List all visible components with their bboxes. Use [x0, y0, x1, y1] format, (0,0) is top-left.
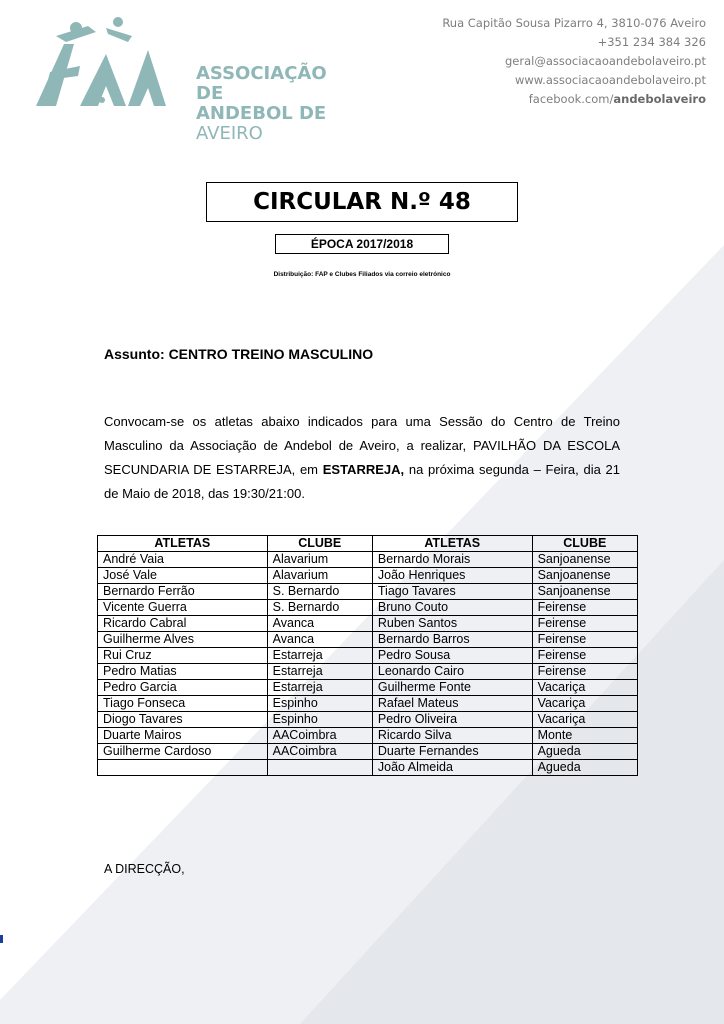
athlete-cell: Duarte Mairos [98, 728, 268, 744]
contact-block [442, 14, 706, 109]
subject-line [104, 346, 373, 362]
header-club-2: CLUBE [532, 536, 637, 552]
contact-phone: +351 234 384 326 [597, 35, 706, 49]
athlete-cell: Ricardo Cabral [98, 616, 268, 632]
facebook-prefix: facebook.com/ [528, 92, 614, 106]
facebook-handle: andebolaveiro [613, 92, 706, 106]
athlete-cell: Bernardo Ferrão [98, 584, 268, 600]
club-cell: Feirense [532, 632, 637, 648]
body-location: ESTARREJA, [322, 462, 405, 477]
athlete-cell: Rui Cruz [98, 648, 268, 664]
athlete-cell: André Vaia [98, 552, 268, 568]
distribution-note: Distribuição: FAP e Clubes Filiados via correio eletrónico [273, 271, 451, 278]
table-row [98, 680, 638, 696]
page-edge-mark [0, 935, 3, 943]
table-row [98, 584, 638, 600]
club-cell: Alavarium [267, 552, 372, 568]
club-cell: Vacariça [532, 696, 637, 712]
club-cell: Estarreja [267, 648, 372, 664]
club-cell: AACoimbra [267, 728, 372, 744]
club-cell: Agueda [532, 744, 637, 760]
table-row [98, 552, 638, 568]
header-athletes-1: ATLETAS [98, 536, 268, 552]
table-header-row [98, 536, 638, 552]
logo-wordmark [196, 64, 327, 144]
club-cell: Espinho [267, 696, 372, 712]
athlete-cell: Ricardo Silva [372, 728, 532, 744]
athlete-cell: Diogo Tavares [98, 712, 268, 728]
contact-facebook[interactable] [442, 90, 706, 109]
athlete-cell: Guilherme Cardoso [98, 744, 268, 760]
club-cell: Avanca [267, 632, 372, 648]
club-cell: Avanca [267, 616, 372, 632]
club-cell: Feirense [532, 600, 637, 616]
table-row [98, 712, 638, 728]
athlete-cell: Ruben Santos [372, 616, 532, 632]
club-cell: Espinho [267, 712, 372, 728]
athlete-cell: José Vale [98, 568, 268, 584]
athlete-cell: Bernardo Barros [372, 632, 532, 648]
table-row [98, 728, 638, 744]
club-cell: Alavarium [267, 568, 372, 584]
club-cell: Feirense [532, 648, 637, 664]
athlete-cell: Vicente Guerra [98, 600, 268, 616]
athlete-cell: João Henriques [372, 568, 532, 584]
logo-line-1: ASSOCIAÇÃO DE [196, 63, 327, 104]
athlete-cell: Pedro Sousa [372, 648, 532, 664]
athlete-cell: Pedro Oliveira [372, 712, 532, 728]
header-club-1: CLUBE [267, 536, 372, 552]
athlete-cell: Tiago Fonseca [98, 696, 268, 712]
logo-line-2: ANDEBOL DE [196, 103, 327, 124]
table-row [98, 568, 638, 584]
body-paragraph [104, 410, 620, 506]
table-row [98, 696, 638, 712]
club-cell: Feirense [532, 616, 637, 632]
body-text-2: na próxima segunda – Feira, dia 21 de Maio de 2018, das 19:30/21:00. [104, 462, 620, 501]
athlete-cell: Pedro Garcia [98, 680, 268, 696]
club-cell: Estarreja [267, 664, 372, 680]
table-row [98, 760, 638, 776]
athlete-cell: Bernardo Morais [372, 552, 532, 568]
athlete-cell: Guilherme Alves [98, 632, 268, 648]
circular-title: CIRCULAR N.º 48 [206, 182, 518, 222]
athlete-cell: Leonardo Cairo [372, 664, 532, 680]
club-cell [267, 760, 372, 776]
body-text-1: Convocam-se os atletas abaixo indicados para uma Sessão do Centro de Treino Masculino da Associação de Andebol de Aveiro, a realizar, PAVILHÃO DA ESCOLA SECUNDARIA DE ESTARREJA, em [104, 414, 620, 477]
contact-website[interactable]: www.associacaoandebolaveiro.pt [515, 73, 706, 87]
subject-label: Assunto [104, 346, 160, 362]
table-row [98, 632, 638, 648]
contact-email[interactable]: geral@associacaoandebolaveiro.pt [504, 54, 706, 68]
athletes-table [97, 535, 638, 776]
subject-colon: : [160, 346, 169, 362]
logo-mark [36, 14, 166, 114]
athlete-cell: João Almeida [372, 760, 532, 776]
club-cell: Vacariça [532, 712, 637, 728]
athlete-cell: Pedro Matias [98, 664, 268, 680]
header-athletes-2: ATLETAS [372, 536, 532, 552]
club-cell: S. Bernardo [267, 584, 372, 600]
club-cell: Vacariça [532, 680, 637, 696]
athlete-cell: Duarte Fernandes [372, 744, 532, 760]
athlete-cell [98, 760, 268, 776]
club-cell: Monte [532, 728, 637, 744]
athlete-cell: Rafael Mateus [372, 696, 532, 712]
athlete-cell: Bruno Couto [372, 600, 532, 616]
signoff: A DIRECÇÃO, [104, 862, 185, 876]
club-cell: Feirense [532, 664, 637, 680]
subject-text: CENTRO TREINO MASCULINO [168, 346, 374, 362]
association-logo [36, 14, 327, 144]
club-cell: Sanjoanense [532, 568, 637, 584]
table-row [98, 744, 638, 760]
club-cell: S. Bernardo [267, 600, 372, 616]
table-row [98, 664, 638, 680]
table-row [98, 648, 638, 664]
club-cell: Agueda [532, 760, 637, 776]
contact-address: Rua Capitão Sousa Pizarro 4, 3810-076 Aveiro [442, 16, 706, 30]
logo-line-3: AVEIRO [196, 123, 263, 144]
athlete-cell: Guilherme Fonte [372, 680, 532, 696]
club-cell: Sanjoanense [532, 584, 637, 600]
club-cell: AACoimbra [267, 744, 372, 760]
athlete-cell: Tiago Tavares [372, 584, 532, 600]
table-row [98, 616, 638, 632]
club-cell: Estarreja [267, 680, 372, 696]
season-label: ÉPOCA 2017/2018 [275, 234, 449, 254]
club-cell: Sanjoanense [532, 552, 637, 568]
table-row [98, 600, 638, 616]
